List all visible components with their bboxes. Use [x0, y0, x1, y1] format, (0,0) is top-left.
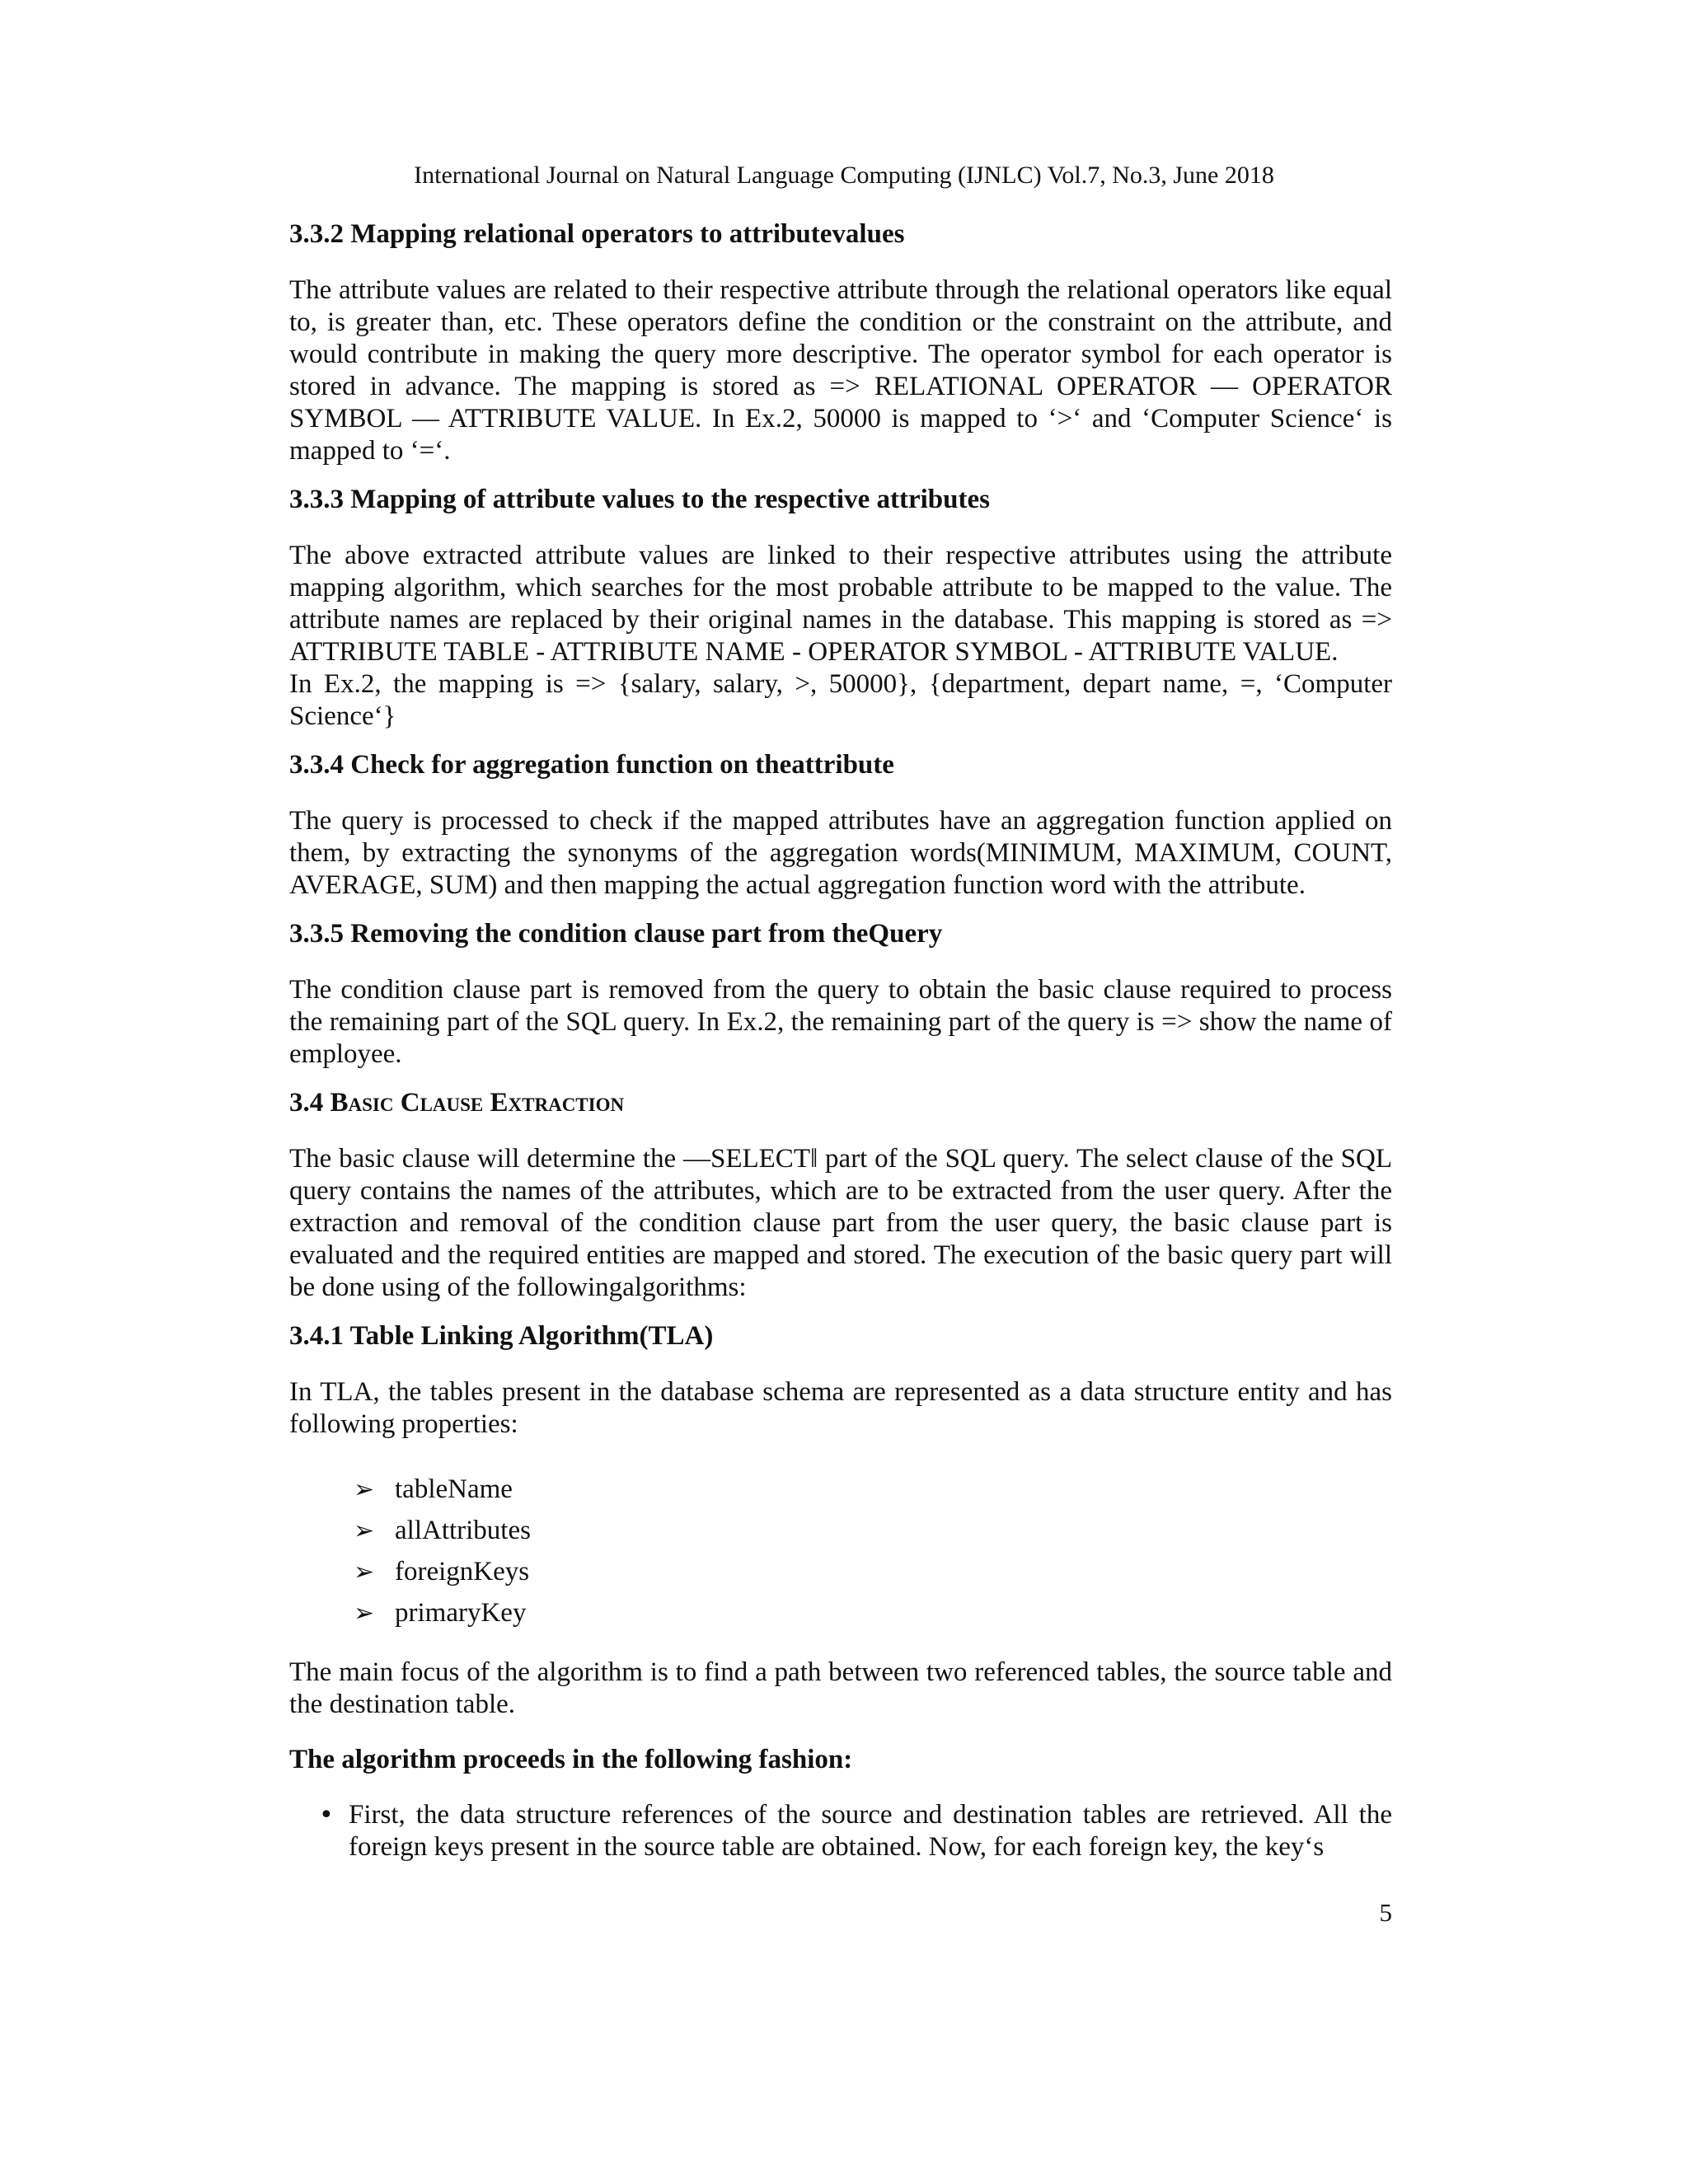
- section-body-3-3-4: The query is processed to check if the mapped attributes have an aggregation function applied on them, by extracting the synonyms of the aggregation words(MINIMUM, MAXIMUM, COUNT, AVERAGE, SUM) and then mapping the actual aggregation function word with the attribute.: [289, 806, 1392, 900]
- arrow-bullet-icon: ➢: [354, 1598, 375, 1628]
- algorithm-proceeds-title: The algorithm proceeds in the following fashion:: [289, 1745, 853, 1774]
- arrow-bullet-icon: ➢: [354, 1557, 375, 1586]
- list-item: [354, 1469, 1392, 1510]
- section-body-3-3-5: The condition clause part is removed from the query to obtain the basic clause required to process the remaining part of the SQL query. In Ex.2, the remaining part of the query is => show the name of employee.: [289, 975, 1392, 1069]
- algorithm-step: First, the data structure references of the source and destination tables are retrieved. All the foreign keys present in the source table are obtained. Now, for each foreign key, the key‘s: [349, 1800, 1392, 1862]
- section-title-3-3-5: 3.3.5 Removing the condition clause part from theQuery: [289, 919, 943, 949]
- arrow-bullet-icon: ➢: [354, 1474, 375, 1504]
- section-body-3-4: The basic clause will determine the ―SELECT‖ part of the SQL query. The select clause of the SQL query contains the names of the attributes, which are to be extracted from the user query. After the extraction and removal of the condition clause part from the user query, the basic clause part is evaluated and the required entities are mapped and stored. The execution of the basic query part will be done using of the followingalgorithms:: [289, 1144, 1392, 1302]
- list-item: [289, 1799, 1392, 1863]
- property-name: tableName: [395, 1474, 513, 1504]
- section-title-3-4-1: 3.4.1 Table Linking Algorithm(TLA): [289, 1321, 714, 1351]
- section-title-3-3-4: 3.3.4 Check for aggregation function on theattribute: [289, 750, 894, 780]
- running-header: International Journal on Natural Language Computing (IJNLC) Vol.7, No.3, June 2018: [414, 162, 1274, 189]
- list-item: [354, 1592, 1392, 1633]
- section-title-3-3-3: 3.3.3 Mapping of attribute values to the respective attributes: [289, 485, 990, 514]
- algorithm-focus: The main focus of the algorithm is to find a path between two referenced tables, the source table and the destination table.: [289, 1657, 1392, 1719]
- page-number: 5: [1379, 1898, 1392, 1927]
- section-example-3-3-3: [289, 668, 1392, 733]
- section-title-word-extraction: Extraction: [490, 1088, 625, 1118]
- arrow-bullet-icon: ➢: [354, 1516, 375, 1545]
- algorithm-steps-list: [289, 1799, 1392, 1863]
- section-title-3-3-2: 3.3.2 Mapping relational operators to attributevalues: [289, 219, 905, 249]
- table-properties-list: [354, 1469, 1392, 1633]
- section-title-3-4: [289, 1087, 1392, 1119]
- property-name: foreignKeys: [395, 1556, 530, 1586]
- list-item: [354, 1551, 1392, 1592]
- section-title-word-basic: Basic: [330, 1088, 394, 1118]
- section-body-3-3-3: The above extracted attribute values are linked to their respective attributes using the attribute mapping algorithm, which searches for the most probable attribute to be mapped to the value. The attribute names are replaced by their original names in the database. This mapping is stored as => ATTRIBUTE TABLE - ATTRIBUTE NAME - OPERATOR SYMBOL - ATTRIBUTE VALUE.: [289, 541, 1392, 667]
- list-item: [354, 1510, 1392, 1551]
- property-name: primaryKey: [395, 1597, 527, 1628]
- page-content: [289, 218, 1392, 1863]
- section-body-3-3-2: The attribute values are related to their respective attribute through the relational operators like equal to, is greater than, etc. These operators define the condition or the constraint on the attribute, and would contribute in making the query more descriptive. The operator symbol for each operator is stored in advance. The mapping is stored as => RELATIONAL OPERATOR ― OPERATOR SYMBOL ― ATTRIBUTE VALUE. In Ex.2, 50000 is mapped to ‘>‘ and ‘Computer Science‘ is mapped to ‘=‘.: [289, 275, 1392, 466]
- section-title-word-clause: Clause: [400, 1088, 484, 1118]
- property-name: allAttributes: [395, 1515, 531, 1545]
- dot-bullet-icon: •: [319, 1801, 334, 1830]
- section-body-3-4-1: In TLA, the tables present in the database schema are represented as a data structure entity and has following properties:: [289, 1377, 1392, 1439]
- section-number-3-4: 3.4: [289, 1088, 331, 1118]
- mapping-example: In Ex.2, the mapping is => {salary, salary, >, 50000}, {department, depart name, =, ‘Computer Science‘}: [289, 669, 1392, 731]
